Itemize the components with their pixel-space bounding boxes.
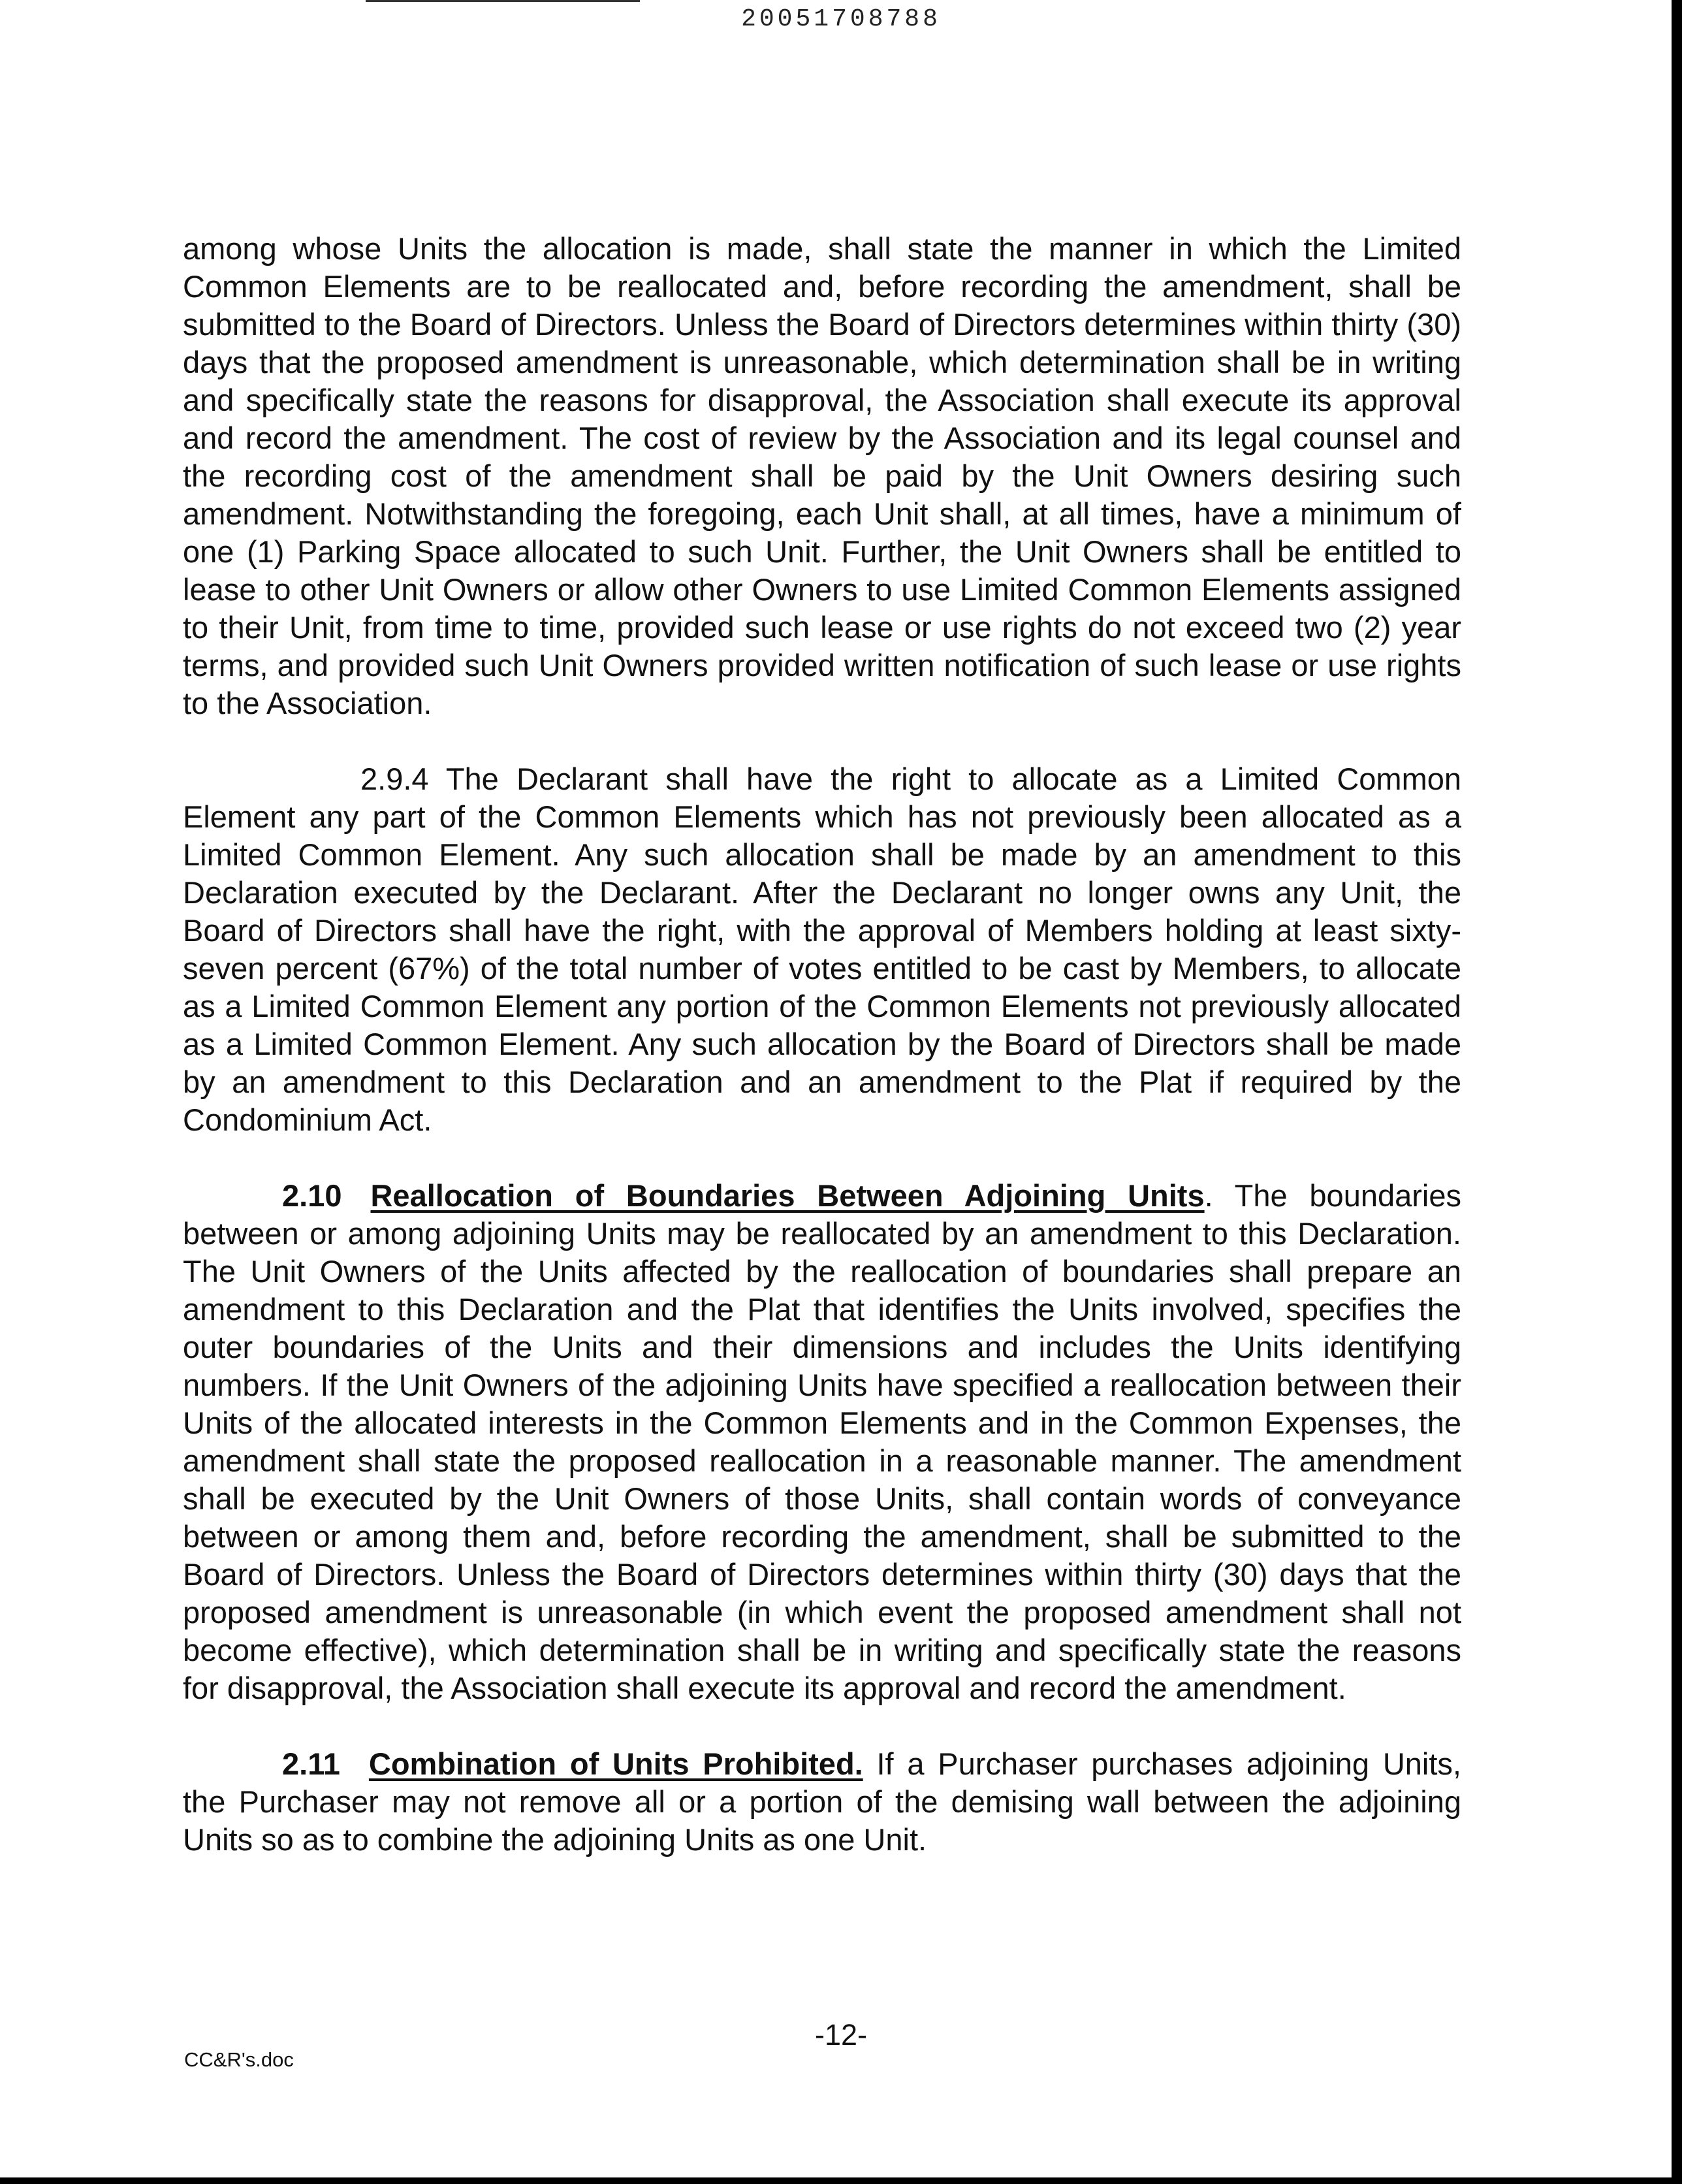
scan-edge-right <box>1672 0 1682 2184</box>
scan-top-rule <box>366 0 640 2</box>
section-number: 2.10 <box>282 1178 342 1213</box>
scan-edge-bottom <box>0 2177 1682 2184</box>
section-title: Combination of Units Prohibited. <box>368 1746 863 1781</box>
document-number: 20051708788 <box>741 5 941 33</box>
file-name: CC&R's.doc <box>184 2048 294 2071</box>
body-text <box>183 230 1461 1859</box>
section-title: Reallocation of Boundaries Between Adjoining Units <box>370 1178 1205 1213</box>
section-number: 2.11 <box>282 1746 340 1781</box>
paragraph-2-9-4-text: 2.9.4 The Declarant shall have the right to allocate as a Limited Common Element any part of the Common Elements which has not previously been allocated as a Limited Common Element. Any such allocation shall be made by an amendment to this Declaration executed by the Declarant. After the Declarant no longer owns any Unit, the Board of Directors shall have the right, with the approval of Members holding at least sixty-seven percent (67%) of the total number of votes entitled to be cast by Members, to allocate as a Limited Common Element any portion of the Common Elements not previously allocated as a Limited Common Element. Any such allocation by the Board of Directors shall be made by an amendment to this Declaration and an amendment to the Plat if required by the Condominium Act. <box>183 762 1461 1137</box>
section-2-11 <box>183 1745 1461 1859</box>
paragraph-continuation: among whose Units the allocation is made, shall state the manner in which the Limited Common Elements are to be reallocated and, before recording the amendment, shall be submitted to the Board of Directors. Unless the Board of Directors determines within thirty (30) days that the proposed amendment is unreasonable, which determination shall be in writing and specifically state the reasons for disapproval, the Association shall execute its approval and record the amendment. The cost of review by the Association and its legal counsel and the recording cost of the amendment shall be paid by the Unit Owners desiring such amendment. Notwithstanding the foregoing, each Unit shall, at all times, have a minimum of one (1) Parking Space allocated to such Unit. Further, the Unit Owners shall be entitled to lease to other Unit Owners or allow other Owners to use Limited Common Elements assigned to their Unit, from time to time, provided such lease or use rights do not exceed two (2) year terms, and provided such Unit Owners provided written notification of such lease or use rights to the Association. <box>183 231 1461 720</box>
section-text: If a Purchaser purchases adjoining Units, the Purchaser may not remove all or a portion of the demising wall between the adjoining Units so as to combine the adjoining Units as one Unit. <box>183 1746 1461 1857</box>
paragraph-2-9-4 <box>183 760 1461 1139</box>
section-text: . The boundaries between or among adjoining Units may be reallocated by an amendment to this Declaration. The Unit Owners of the Units affected by the reallocation of boundaries shall prepare an amendment to this Declaration and the Plat that identifies the Units involved, specifies the outer boundaries of the Units and their dimensions and includes the Units identifying numbers. If the Unit Owners of the adjoining Units have specified a reallocation between their Units of the allocated interests in the Common Elements and in the Common Expenses, the amendment shall state the proposed reallocation in a reasonable manner. The amendment shall be executed by the Unit Owners of those Units, shall contain words of conveyance between or among them and, before recording the amendment, shall be submitted to the Board of Directors. Unless the Board of Directors determines within thirty (30) days that the proposed amendment is unreasonable (in which event the proposed amendment shall not become effective), which determination shall be in writing and specifically state the reasons for disapproval, the Association shall execute its approval and record the amendment. <box>183 1178 1461 1705</box>
section-2-10 <box>183 1177 1461 1707</box>
page-number: -12- <box>814 2018 868 2051</box>
